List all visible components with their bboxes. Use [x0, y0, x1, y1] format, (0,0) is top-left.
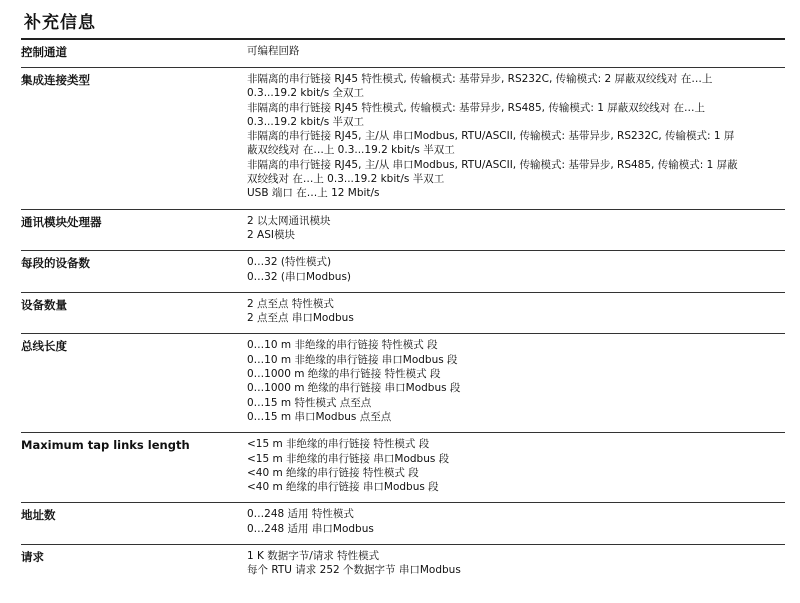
spec-value-line: 0…10 m 非绝缘的串行链接 特性模式 段 — [247, 339, 438, 352]
spec-values — [247, 549, 785, 578]
spec-values — [247, 338, 785, 424]
spec-value-line: 0.3...19.2 kbit/s 全双工 — [247, 87, 365, 100]
spec-value-line: 1 K 数据字节/请求 特性模式 — [247, 550, 380, 563]
spec-row — [21, 209, 785, 251]
spec-value-line: 每个 RTU 请求 252 个数据字节 串口Modbus — [247, 564, 461, 577]
spec-value-line: 0…1000 m 绝缘的串行链接 特性模式 段 — [247, 368, 441, 381]
spec-row — [21, 38, 785, 67]
spec-values — [247, 44, 785, 59]
spec-value-line: <40 m 绝缘的串行链接 特性模式 段 — [247, 466, 419, 479]
spec-value-line: <15 m 非绝缘的串行链接 串口Modbus 段 — [247, 452, 450, 465]
spec-value-line: 非隔离的串行链接 RJ45, 主/从 串口Modbus, RTU/ASCII, 传输模式: 基带异步, RS485, 传输模式: 1 屏蔽 — [247, 158, 738, 171]
spec-row — [21, 292, 785, 334]
spec-value-line: 可编程回路 — [247, 45, 300, 57]
spec-value-line: 2 ASI模块 — [247, 228, 295, 241]
spec-value-line: USB 端口 在…上 12 Mbit/s — [247, 187, 380, 200]
spec-label: 地址数 — [21, 508, 56, 523]
spec-values — [247, 507, 785, 536]
spec-value-line: 0…10 m 非绝缘的串行链接 串口Modbus 段 — [247, 353, 458, 366]
spec-row — [21, 502, 785, 544]
spec-row — [21, 333, 785, 432]
spec-value-line: 0…15 m 串口Modbus 点至点 — [247, 410, 392, 423]
spec-row — [21, 67, 785, 209]
spec-value-line: <40 m 绝缘的串行链接 串口Modbus 段 — [247, 481, 439, 494]
spec-value-line: 0.3...19.2 kbit/s 半双工 — [247, 115, 365, 128]
section-title: 补充信息 — [24, 13, 96, 33]
spec-value-line: 0…1000 m 绝缘的串行链接 串口Modbus 段 — [247, 382, 461, 395]
spec-label: 通讯模块处理器 — [21, 214, 102, 229]
spec-value-line: 2 以太网通讯模块 — [247, 214, 331, 227]
spec-values — [247, 437, 785, 494]
spec-value-line: 0…248 适用 特性模式 — [247, 508, 354, 521]
spec-values — [247, 255, 785, 284]
spec-label: 请求 — [21, 550, 44, 565]
spec-label: 设备数量 — [21, 297, 67, 312]
spec-value-line: 非隔离的串行链接 RJ45 特性模式, 传输模式: 基带异步, RS485, 传输模式: 1 屏蔽双绞线对 在…上 — [247, 101, 706, 114]
spec-value-line: 0…15 m 特性模式 点至点 — [247, 396, 372, 409]
spec-values — [247, 72, 785, 201]
spec-value-line: 双绞线对 在…上 0.3...19.2 kbit/s 半双工 — [247, 173, 445, 186]
spec-value-line: 0…32 (串口Modbus) — [247, 270, 352, 283]
spec-value-line: 0…32 (特性模式) — [247, 256, 332, 269]
spec-value-line: 2 点至点 串口Modbus — [247, 312, 354, 325]
spec-row — [21, 432, 785, 502]
spec-row — [21, 250, 785, 292]
spec-label: Maximum tap links length — [21, 438, 190, 453]
spec-values — [247, 214, 785, 243]
spec-value-line: 0…248 适用 串口Modbus — [247, 522, 374, 535]
spec-value-line: 2 点至点 特性模式 — [247, 297, 334, 310]
spec-value-line: 非隔离的串行链接 RJ45 特性模式, 传输模式: 基带异步, RS232C, 传输模式: 2 屏蔽双绞线对 在…上 — [247, 73, 713, 85]
spec-value-line: 非隔离的串行链接 RJ45, 主/从 串口Modbus, RTU/ASCII, 传输模式: 基带异步, RS232C, 传输模式: 1 屏 — [247, 130, 735, 143]
spec-label: 控制通道 — [21, 45, 67, 59]
spec-value-line: <15 m 非绝缘的串行链接 特性模式 段 — [247, 438, 430, 451]
spec-label: 集成连接类型 — [21, 73, 90, 87]
spec-values — [247, 297, 785, 326]
spec-table — [21, 38, 785, 586]
spec-label: 每段的设备数 — [21, 256, 90, 271]
spec-row — [21, 544, 785, 586]
spec-value-line: 蔽双绞线对 在…上 0.3...19.2 kbit/s 半双工 — [247, 144, 455, 157]
spec-label: 总线长度 — [21, 339, 67, 354]
